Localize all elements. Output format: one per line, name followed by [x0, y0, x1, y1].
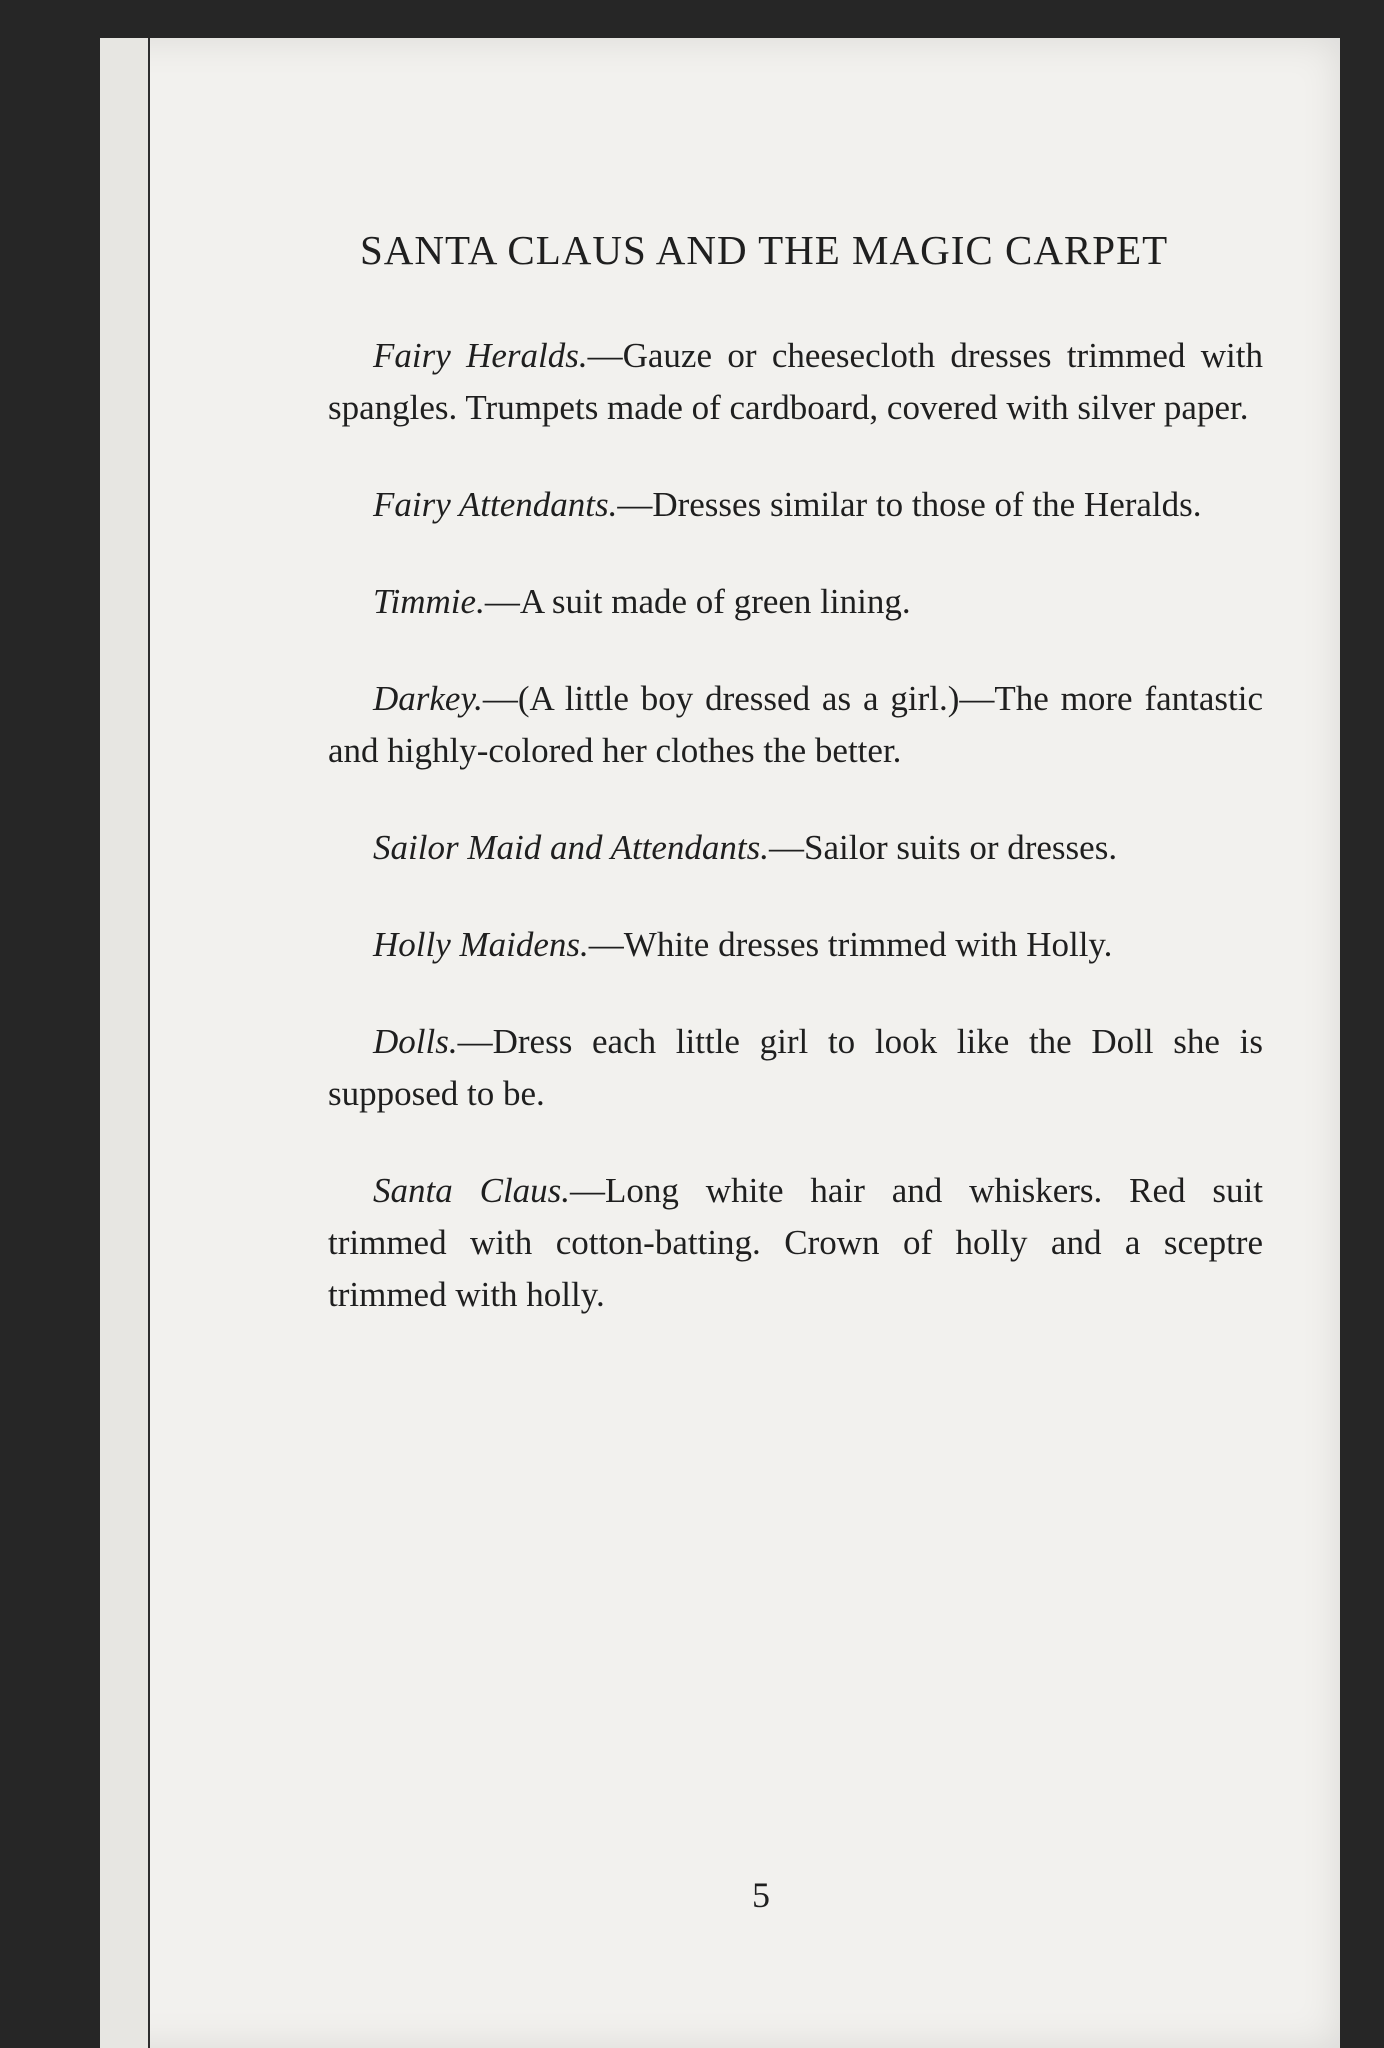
costume-entry [328, 1016, 1263, 1120]
costume-entry [328, 1165, 1263, 1321]
costume-description: —A suit made of green lining. [484, 582, 911, 621]
page-number: 5 [752, 1875, 770, 1915]
costume-description: —Gauze or cheesecloth dresses trimmed with spangles. Trumpets made of cardboard, covered with silver paper. [328, 336, 1263, 427]
costume-entry [328, 673, 1263, 777]
page-content [210, 38, 1270, 2048]
costume-role: Dolls. [373, 1022, 458, 1061]
costume-description: —Dress each little girl to look like the Doll she is supposed to be. [328, 1022, 1263, 1113]
costume-entry [328, 330, 1263, 434]
costume-description: —Long white hair and whiskers. Red suit trimmed with cotton-batting. Crown of holly and a sceptre trimmed with holly. [328, 1171, 1263, 1314]
book-spine [100, 38, 150, 2048]
costume-role: Sailor Maid and Attendants. [373, 828, 770, 867]
costume-role: Santa Claus. [373, 1171, 571, 1210]
book-page [100, 38, 1340, 2048]
costume-role: Fairy Heralds. [373, 336, 588, 375]
costume-entry [328, 822, 1263, 874]
page-title: SANTA CLAUS AND THE MAGIC CARPET [360, 227, 1169, 273]
costume-description: —White dresses trimmed with Holly. [588, 925, 1113, 964]
costume-entry [328, 479, 1263, 531]
costume-role: Darkey. [373, 679, 483, 718]
costume-role: Timmie. [373, 582, 485, 621]
costume-description: —Sailor suits or dresses. [769, 828, 1118, 867]
costume-list [328, 330, 1263, 1366]
costume-role: Holly Maidens. [373, 925, 589, 964]
costume-role: Fairy Attendants. [373, 485, 618, 524]
costume-description: —Dresses similar to those of the Heralds. [617, 485, 1202, 524]
costume-description: —(A little boy dressed as a girl.)—The more fantastic and highly-colored her clothes the better. [328, 679, 1263, 770]
costume-entry [328, 576, 1263, 628]
costume-entry [328, 919, 1263, 971]
